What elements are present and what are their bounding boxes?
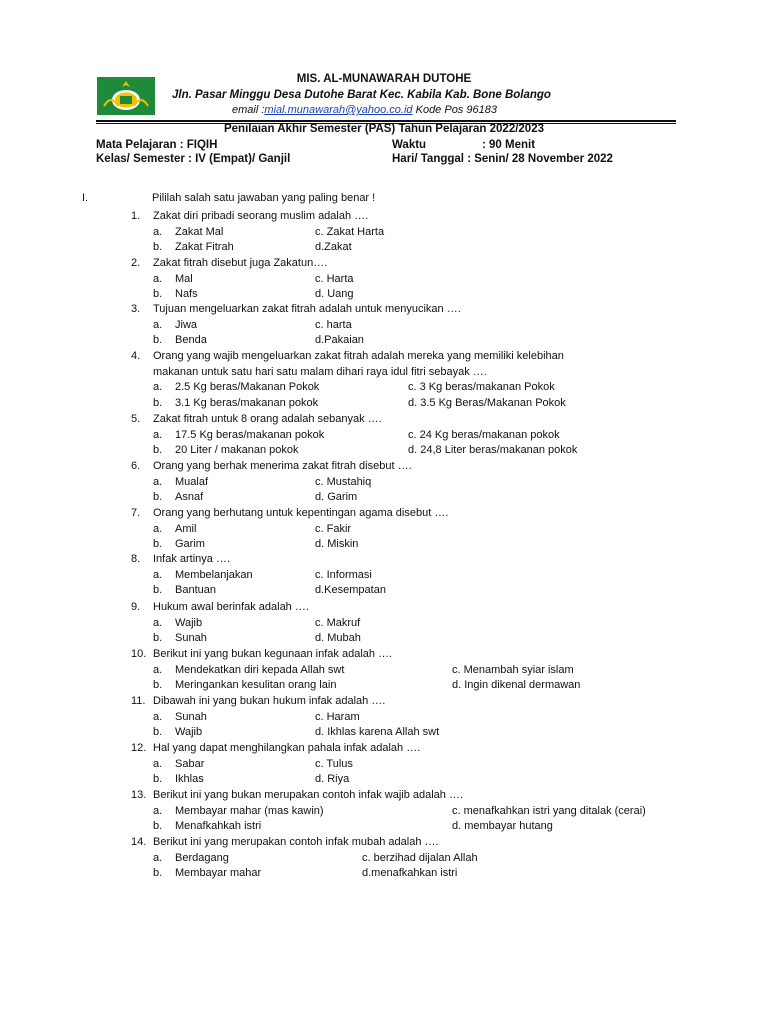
option-b: Wajib <box>175 726 203 739</box>
option-c: c. Menambah syiar islam <box>452 663 574 676</box>
option-d: d. membayar hutang <box>452 820 553 833</box>
option-c: c. Fakir <box>315 522 352 535</box>
class-line: Kelas/ Semester : IV (Empat)/ Ganjil <box>96 153 291 165</box>
option-b-letter: b. <box>153 726 163 739</box>
option-b: Menafkahkah istri <box>175 820 262 833</box>
option-a-letter: a. <box>153 225 163 238</box>
option-a: Mal <box>175 272 193 285</box>
option-b: Sunah <box>175 632 207 645</box>
option-a-letter: a. <box>153 522 163 535</box>
option-b-letter: b. <box>153 241 163 254</box>
option-c: c. Tulus <box>315 757 353 770</box>
option-a: Jiwa <box>175 318 198 331</box>
option-b-letter: b. <box>153 679 163 692</box>
option-d: d. Mubah <box>315 632 361 645</box>
option-a: Membayar mahar (mas kawin) <box>175 804 324 817</box>
option-b-letter: b. <box>153 491 163 504</box>
email-line <box>232 104 497 116</box>
school-name: MIS. AL-MUNAWARAH DUTOHE <box>296 73 472 85</box>
question-number: 4. <box>131 350 141 362</box>
question-text: Dibawah ini yang bukan hukum infak adalah …. <box>153 695 386 707</box>
option-a: Amil <box>175 522 197 535</box>
option-b-letter: b. <box>153 867 163 880</box>
section-number: I. <box>82 192 89 204</box>
time-value: : 90 Menit <box>482 139 536 151</box>
option-d: d. Riya <box>315 773 350 786</box>
option-b: Ikhlas <box>175 773 204 786</box>
option-d: d. Ikhlas karena Allah swt <box>315 726 440 739</box>
option-c: c. harta <box>315 318 352 331</box>
question-text: Berikut ini yang merupakan contoh infak mubah adalah …. <box>153 836 439 848</box>
option-b: Zakat Fitrah <box>175 241 234 254</box>
option-a-letter: a. <box>153 428 163 441</box>
question-text: Orang yang berhak menerima zakat fitrah disebut …. <box>153 460 412 472</box>
time-label: Waktu <box>392 139 427 151</box>
option-a-letter: a. <box>153 663 163 676</box>
section-instruction: Pililah salah satu jawaban yang paling benar ! <box>152 192 376 204</box>
option-b-letter: b. <box>153 538 163 551</box>
question-number: 8. <box>131 553 141 565</box>
option-b-letter: b. <box>153 397 163 410</box>
question-number: 13. <box>131 789 147 801</box>
subject-line: Mata Pelajaran : FIQIH <box>96 139 218 151</box>
question-number: 14. <box>131 836 147 848</box>
option-b: Bantuan <box>175 584 216 597</box>
option-a-letter: a. <box>153 475 163 488</box>
question-number: 7. <box>131 507 141 519</box>
option-c: c. Makruf <box>315 616 361 629</box>
option-d: d. Miskin <box>315 538 359 551</box>
question-number: 5. <box>131 413 141 425</box>
option-a-letter: a. <box>153 318 163 331</box>
question-text: makanan untuk satu hari satu malam dihari raya idul fitri sebayak …. <box>153 365 487 378</box>
option-a: Zakat Mal <box>175 225 224 238</box>
option-d: d. 24,8 Liter beras/makanan pokok <box>408 444 578 457</box>
question-text: Infak artinya …. <box>153 553 231 565</box>
question-number: 1. <box>131 210 141 222</box>
option-b: Asnaf <box>175 491 204 504</box>
option-b-letter: b. <box>153 334 163 347</box>
question-number: 2. <box>131 257 141 269</box>
question-number: 10. <box>131 648 147 660</box>
option-a-letter: a. <box>153 757 163 770</box>
option-b: Benda <box>175 334 207 347</box>
option-b: Nafs <box>175 288 198 301</box>
option-b: Garim <box>175 538 205 551</box>
option-a-letter: a. <box>153 851 163 864</box>
option-d: d. 3.5 Kg Beras/Makanan Pokok <box>408 397 566 410</box>
question-number: 9. <box>131 601 141 613</box>
option-d: d. Uang <box>315 288 354 301</box>
email-link[interactable]: mial.munawarah@yahoo.co.id <box>264 104 413 116</box>
question-text: Orang yang berhutang untuk kepentingan agama disebut …. <box>153 507 449 519</box>
option-a: 17.5 Kg beras/makanan pokok <box>175 428 325 441</box>
option-b: Membayar mahar <box>175 867 262 880</box>
question-number: 12. <box>131 742 147 754</box>
question-text: Zakat fitrah untuk 8 orang adalah sebanyak …. <box>153 413 382 425</box>
question-text: Tujuan mengeluarkan zakat fitrah adalah untuk menyucikan …. <box>153 303 461 315</box>
option-d: d.menafkahkan istri <box>362 867 458 880</box>
option-b: 20 Liter / makanan pokok <box>175 444 299 457</box>
option-c: c. Haram <box>315 710 360 723</box>
option-b-letter: b. <box>153 288 163 301</box>
option-c: c. Mustahiq <box>315 475 372 488</box>
option-c: c. berzihad dijalan Allah <box>362 851 478 864</box>
question-number: 6. <box>131 460 141 472</box>
option-c: c. Harta <box>315 272 354 285</box>
header-divider <box>96 120 676 122</box>
option-a: Mendekatkan diri kepada Allah swt <box>175 663 345 676</box>
option-a: Mualaf <box>175 475 209 488</box>
option-a: Berdagang <box>175 851 229 864</box>
option-a: 2.5 Kg beras/Makanan Pokok <box>175 381 320 394</box>
date-line: Hari/ Tanggal : Senin/ 28 November 2022 <box>392 153 613 165</box>
option-a-letter: a. <box>153 272 163 285</box>
option-a: Membelanjakan <box>175 568 253 581</box>
option-b: 3.1 Kg beras/makanan pokok <box>175 397 319 410</box>
option-a-letter: a. <box>153 710 163 723</box>
option-d: d.Pakaian <box>315 334 364 347</box>
email-label: email : <box>232 104 265 116</box>
option-d: d.Zakat <box>315 241 352 254</box>
option-b-letter: b. <box>153 584 163 597</box>
option-a: Wajib <box>175 616 203 629</box>
question-text: Zakat diri pribadi seorang muslim adalah …. <box>153 210 369 222</box>
option-a-letter: a. <box>153 568 163 581</box>
question-number: 11. <box>131 695 146 707</box>
option-b-letter: b. <box>153 444 163 457</box>
option-c: c. 24 Kg beras/makanan pokok <box>408 428 560 441</box>
option-a-letter: a. <box>153 804 163 817</box>
option-b-letter: b. <box>153 820 163 833</box>
option-b-letter: b. <box>153 773 163 786</box>
postal-code: Kode Pos 96183 <box>415 104 497 116</box>
option-d: d.Kesempatan <box>315 584 386 597</box>
question-text: Hal yang dapat menghilangkan pahala infak adalah …. <box>153 742 421 754</box>
school-address: Jln. Pasar Minggu Desa Dutohe Barat Kec. Kabila Kab. Bone Bolango <box>172 89 551 101</box>
option-b: Meringankan kesulitan orang lain <box>175 679 337 692</box>
option-b-letter: b. <box>153 632 163 645</box>
question-text: Hukum awal berinfak adalah …. <box>153 601 309 613</box>
option-d: d. Garim <box>315 491 358 504</box>
question-text: Orang yang wajib mengeluarkan zakat fitrah adalah mereka yang memiliki kelebihan <box>153 350 564 362</box>
option-a-letter: a. <box>153 616 163 629</box>
option-a-letter: a. <box>153 381 163 394</box>
question-text: Zakat fitrah disebut juga Zakatun…. <box>153 257 328 269</box>
exam-title: Penilaian Akhir Semester (PAS) Tahun Pelajaran 2022/2023 <box>223 123 544 135</box>
option-a: Sunah <box>175 710 207 723</box>
question-text: Berikut ini yang bukan kegunaan infak adalah …. <box>153 648 393 660</box>
option-d: d. Ingin dikenal dermawan <box>452 679 581 692</box>
question-text: Berikut ini yang bukan merupakan contoh infak wajib adalah …. <box>153 789 464 801</box>
option-c: c. Informasi <box>315 568 372 581</box>
option-c: c. Zakat Harta <box>315 225 385 238</box>
question-number: 3. <box>131 303 141 315</box>
option-c: c. menafkahkan istri yang ditalak (cerai) <box>452 804 646 817</box>
option-c: c. 3 Kg beras/makanan Pokok <box>408 381 555 394</box>
option-a: Sabar <box>175 757 205 770</box>
